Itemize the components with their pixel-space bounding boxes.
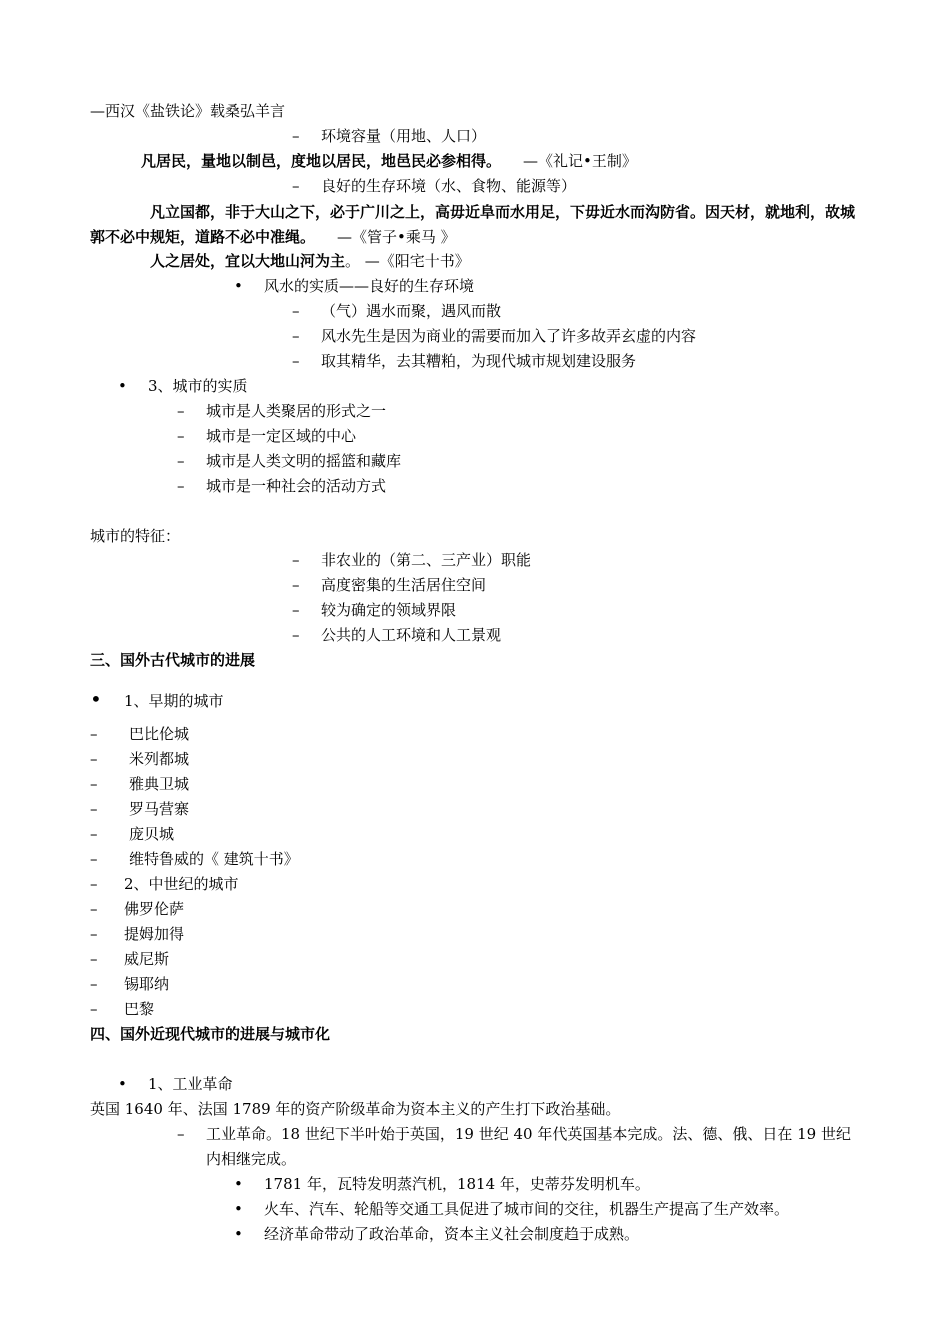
dash-marker: –: [292, 327, 300, 345]
dash-marker: –: [90, 775, 98, 793]
list-item: – 雅典卫城: [90, 775, 190, 793]
list-heading: • 1、早期的城市: [90, 687, 224, 711]
dash-marker: –: [90, 825, 98, 843]
list-item: – （气）遇水而聚，遇风而散: [292, 302, 502, 320]
list-item: • 风水的实质——良好的生存环境: [234, 277, 475, 295]
dash-marker: –: [292, 127, 300, 145]
list-item: – 维特鲁威的《 建筑十书》: [90, 850, 299, 868]
dash-marker: –: [90, 850, 98, 868]
dash-marker: –: [292, 551, 300, 569]
section-heading: 三、国外古代城市的进展: [90, 651, 256, 669]
dash-marker: –: [177, 402, 185, 420]
dash-marker: –: [292, 352, 300, 370]
dash-marker: –: [292, 576, 300, 594]
dash-marker: –: [90, 925, 98, 943]
paragraph: 英国 1640 年、法国 1789 年的资产阶级革命为资本主义的产生打下政治基础。: [90, 1100, 621, 1118]
list-item: – 良好的生存环境（水、食物、能源等）: [292, 177, 577, 195]
features-title: 城市的特征：: [90, 527, 181, 545]
list-item: – 城市是一定区域的中心: [177, 427, 357, 445]
bullet-marker: •: [234, 277, 243, 295]
bullet-marker: •: [234, 1175, 243, 1193]
dash-marker: –: [90, 900, 98, 918]
list-item: – 取其精华，去其糟粕，为现代城市规划建设服务: [292, 352, 637, 370]
list-item: – 提姆加得: [90, 925, 185, 943]
list-item: • 火车、汽车、轮船等交通工具促进了城市间的交往，机器生产提高了生产效率。: [234, 1200, 790, 1218]
list-item: – 高度密集的生活居住空间: [292, 576, 487, 594]
list-item: – 城市是人类聚居的形式之一: [177, 402, 387, 420]
list-item: – 巴比伦城: [90, 725, 190, 743]
section-heading: 四、国外近现代城市的进展与城市化: [90, 1025, 331, 1043]
bullet-marker: •: [118, 377, 127, 395]
list-heading: • 3、城市的实质: [118, 377, 248, 395]
list-item: – 巴黎: [90, 1000, 155, 1018]
dash-marker: –: [90, 800, 98, 818]
list-item: – 非农业的（第二、三产业）职能: [292, 551, 532, 569]
bullet-marker: •: [234, 1200, 243, 1218]
quote-paragraph: 凡立国都，非于大山之下，必于广川之上，高毋近阜而水用足，下毋近水而沟防省。因天材，就地利，故城郭不必中规矩，道路不必中准绳。 —《管子•乘马 》: [90, 203, 856, 246]
quote-line: 凡居民，量地以制邑，度地以居民，地邑民必参相得。 —《礼记•王制》: [141, 152, 637, 170]
dash-marker: –: [90, 725, 98, 743]
dash-marker: –: [292, 601, 300, 619]
list-item: – 公共的人工环境和人工景观: [292, 626, 502, 644]
dash-marker: –: [90, 750, 98, 768]
dash-marker: –: [177, 427, 185, 445]
dash-marker: –: [177, 452, 185, 470]
list-item: – 威尼斯: [90, 950, 170, 968]
dash-marker: –: [90, 975, 98, 993]
list-item: • 经济革命带动了政治革命，资本主义社会制度趋于成熟。: [234, 1225, 640, 1243]
list-item: – 米列都城: [90, 750, 190, 768]
list-heading: • 1、工业革命: [118, 1075, 233, 1093]
dash-marker: –: [90, 875, 98, 893]
bullet-marker: •: [234, 1225, 243, 1243]
list-item: – 罗马营寨: [90, 800, 190, 818]
dash-marker: –: [90, 950, 98, 968]
dash-marker: –: [177, 1125, 185, 1143]
dash-marker: –: [292, 177, 300, 195]
list-item: – 锡耶纳: [90, 975, 170, 993]
list-item: • 1781 年，瓦特发明蒸汽机，1814 年，史蒂芬发明机车。: [234, 1175, 650, 1193]
list-item: – 城市是一种社会的活动方式: [177, 477, 387, 495]
bullet-marker: •: [118, 1075, 127, 1093]
list-item: – 工业革命。18 世纪下半叶始于英国，19 世纪 40 年代英国基本完成。法、德、俄、日在 19 世纪内相继完成。: [177, 1122, 862, 1172]
dash-marker: –: [177, 477, 185, 495]
bullet-marker: •: [90, 687, 102, 711]
dash-marker: –: [90, 1000, 98, 1018]
dash-marker: –: [292, 302, 300, 320]
quote-source-line: —西汉《盐铁论》载桑弘羊言: [90, 102, 286, 120]
list-item: – 环境容量（用地、人口）: [292, 127, 487, 145]
list-item: – 2、中世纪的城市: [90, 875, 239, 893]
list-item: – 佛罗伦萨: [90, 900, 185, 918]
list-item: – 风水先生是因为商业的需要而加入了许多故弄玄虚的内容: [292, 327, 697, 345]
list-item: – 庞贝城: [90, 825, 175, 843]
list-item: – 城市是人类文明的摇篮和藏库: [177, 452, 402, 470]
list-item: – 较为确定的领域界限: [292, 601, 457, 619]
quote-line: 人之居处，宜以大地山河为主。 —《阳宅十书》: [150, 252, 470, 270]
dash-marker: –: [292, 626, 300, 644]
